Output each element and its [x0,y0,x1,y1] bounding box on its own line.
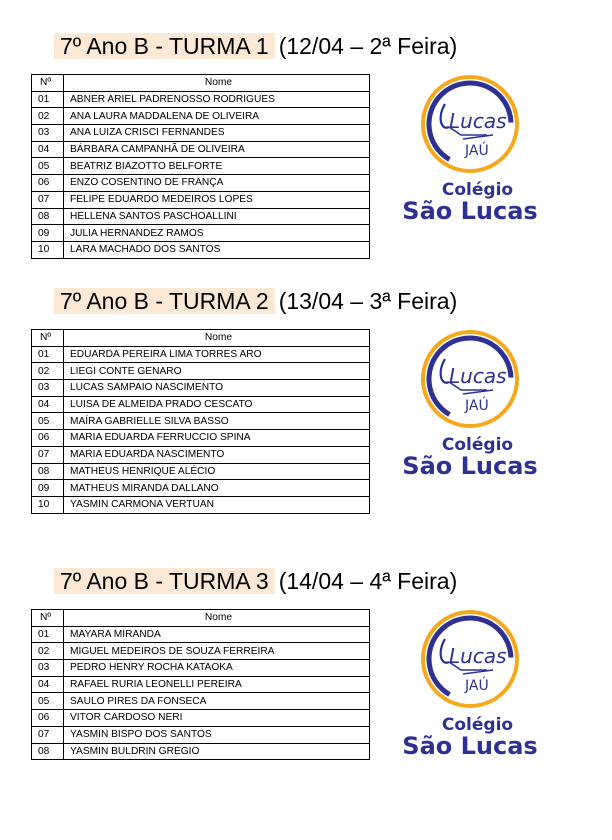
table-row [32,346,370,363]
colegio-sao-lucas-logo [385,604,555,764]
student-name: MIGUEL MEDEIROS DE SOUZA FERREIRA [64,643,370,660]
student-number: 06 [32,710,64,727]
student-number: 07 [32,446,64,463]
table-row [32,643,370,660]
student-name: LUISA DE ALMEIDA PRADO CESCATO [64,396,370,413]
student-number: 02 [32,363,64,380]
student-name: YASMIN BULDRIN GREGIO [64,743,370,760]
student-name: JULIA HERNANDEZ RAMOS [64,225,370,242]
table-row [32,225,370,242]
student-name: MATHEUS HENRIQUE ALÉCIO [64,463,370,480]
student-number: 10 [32,241,64,258]
logo-colegio-text: Colégio [441,180,514,200]
student-number: 08 [32,208,64,225]
table-row [32,141,370,158]
turma-heading-date: (12/04 – 2ª Feira) [278,33,458,59]
column-header-number: Nº [32,75,64,92]
table-row [32,660,370,677]
student-name: YASMIN BISPO DOS SANTOS [64,726,370,743]
table-row [32,241,370,258]
student-name: RAFAEL RURIA LEONELLI PEREIRA [64,676,370,693]
student-number: 09 [32,480,64,497]
turma-heading-date: (13/04 – 3ª Feira) [278,288,458,314]
student-number: 04 [32,676,64,693]
student-name: MATHEUS MIRANDA DALLANO [64,480,370,497]
student-name: ENZO COSENTINO DE FRANÇA [64,175,370,192]
table-row [32,396,370,413]
column-header-name: Nome [64,610,370,627]
table-row [32,480,370,497]
table-row [32,363,370,380]
student-name: ANA LUIZA CRISCI FERNANDES [64,125,370,142]
turma-heading-title: 7º Ano B - TURMA 3 [54,568,275,594]
logo-mark-text: Lucas [449,364,507,388]
logo-mark-text: Lucas [449,109,507,133]
student-number: 06 [32,430,64,447]
logo-mark-text: Lucas [449,644,507,668]
student-number: 05 [32,158,64,175]
student-number: 07 [32,191,64,208]
table-row [32,191,370,208]
table-row [32,158,370,175]
table-row [32,175,370,192]
student-number: 10 [32,496,64,513]
student-name: FELIPE EDUARDO MEDEIROS LOPES [64,191,370,208]
student-number: 03 [32,125,64,142]
student-name: YASMIN CARMONA VERTUAN [64,496,370,513]
table-row [32,108,370,125]
table-row [32,413,370,430]
student-number: 07 [32,726,64,743]
colegio-sao-lucas-logo [385,69,555,229]
student-name: HELLENA SANTOS PASCHOALLINI [64,208,370,225]
table-row [32,208,370,225]
table-row [32,676,370,693]
student-table [31,329,370,514]
turma-heading [54,31,457,61]
student-number: 05 [32,693,64,710]
colegio-sao-lucas-logo [385,324,555,484]
logo-school-name: São Lucas [402,197,538,225]
student-number: 03 [32,660,64,677]
student-number: 08 [32,743,64,760]
logo-city-text: JAÚ [465,143,489,159]
student-number: 03 [32,380,64,397]
table-row [32,726,370,743]
student-name: PEDRO HENRY ROCHA KATAOKA [64,660,370,677]
student-number: 02 [32,643,64,660]
logo-colegio-text: Colégio [441,715,514,735]
student-number: 04 [32,141,64,158]
turma-heading-title: 7º Ano B - TURMA 2 [54,288,275,314]
student-table [31,74,370,259]
student-number: 09 [32,225,64,242]
column-header-number: Nº [32,610,64,627]
table-row [32,446,370,463]
logo-colegio-text: Colégio [441,435,514,455]
table-row [32,710,370,727]
table-row [32,463,370,480]
logo-city-text: JAÚ [465,398,489,414]
student-name: ABNER ARIEL PADRENOSSO RODRIGUES [64,91,370,108]
logo-school-name: São Lucas [402,732,538,760]
turma-heading [54,566,457,596]
student-name: LARA MACHADO DOS SANTOS [64,241,370,258]
student-name: MARIA EDUARDA NASCIMENTO [64,446,370,463]
table-row [32,91,370,108]
column-header-name: Nome [64,75,370,92]
student-number: 08 [32,463,64,480]
student-number: 01 [32,91,64,108]
student-name: ANA LAURA MADDALENA DE OLIVEIRA [64,108,370,125]
student-name: LIEGI CONTE GENARO [64,363,370,380]
logo-emblem-icon [415,69,525,181]
logo-emblem-icon [415,604,525,716]
turma-heading-title: 7º Ano B - TURMA 1 [54,33,275,59]
student-name: BÁRBARA CAMPANHÃ DE OLIVEIRA [64,141,370,158]
logo-city-text: JAÚ [465,678,489,694]
turma-heading [54,286,457,316]
student-name: LUCAS SAMPAIO NASCIMENTO [64,380,370,397]
student-number: 02 [32,108,64,125]
table-row [32,743,370,760]
student-name: MAYARA MIRANDA [64,626,370,643]
column-header-name: Nome [64,330,370,347]
student-name: EDUARDA PEREIRA LIMA TORRES ARO [64,346,370,363]
table-row [32,430,370,447]
student-name: MAÍRA GABRIELLE SILVA BASSO [64,413,370,430]
student-name: MARIA EDUARDA FERRUCCIO SPINA [64,430,370,447]
student-name: BEATRIZ BIAZOTTO BELFORTE [64,158,370,175]
student-number: 01 [32,626,64,643]
student-number: 05 [32,413,64,430]
table-row [32,496,370,513]
student-number: 06 [32,175,64,192]
column-header-number: Nº [32,330,64,347]
turma-heading-date: (14/04 – 4ª Feira) [278,568,458,594]
student-name: VITOR CARDOSO NERI [64,710,370,727]
table-row [32,380,370,397]
table-row [32,626,370,643]
student-table [31,609,370,760]
student-number: 01 [32,346,64,363]
logo-school-name: São Lucas [402,452,538,480]
table-row [32,693,370,710]
student-number: 04 [32,396,64,413]
student-name: SAULO PIRES DA FONSECA [64,693,370,710]
logo-emblem-icon [415,324,525,436]
table-row [32,125,370,142]
